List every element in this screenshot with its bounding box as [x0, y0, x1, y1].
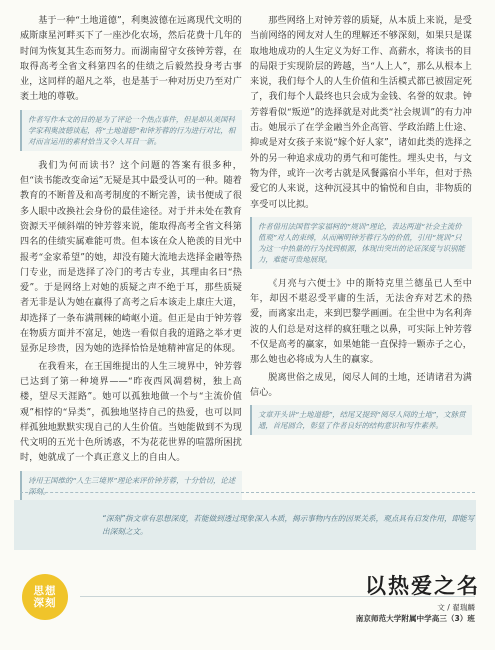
margin-comment: 诗用王国维的“人生三境界”理论来评价钟芳蓉，十分恰切，论述深刻。: [20, 471, 242, 501]
author-school: 南京师范大学附属中学高三（3）班: [355, 614, 475, 623]
paragraph: 那些网络上对钟芳蓉的质疑，从本质上来说，是受当前网络的网友对人生的理解还不够深刻，如果只是谋取地地成功的人生定义为好工作、高薪水，将读书的目的局限于实现阶层的跨越，当“人上人”，那么从根本上来说，我们每个人的人生价值和生活模式都已被固定死了，我们每个人最终也只会成为金钱、名誉的奴隶。钟芳蓉看似“叛逆”的选择就是对此类“社会规训”的有力冲击。她展示了在学金融当外企高管、学政治踏上仕途、抑或是对女孩子来说“嫁个好人家”，诸如此类的选择之外的另一种追求成功的勇气和可能性。埋头史书，与文物为伴，或许一次考古就是风餐露宿小半年，但对于热爱它的人来说，这种沉浸其中的愉悦和自由，非物质的享受可以比拟。: [250, 16, 472, 210]
definition-text: “深刻”指文章有思想深度，若能做到透过现象深入本质，揭示事物内在的因果关系，观点具有启发作用，即能写出深刻之文。: [102, 514, 475, 536]
paragraph: 脱离世俗之成见，阅尽人间的土地，还请诸君为满信心。: [250, 372, 472, 398]
paragraph: 基于一种“土地道德”，利奥波德在远离现代文明的威斯康星河畔买下了一座沙化农场，然后花费十几年的时间为恢复其生态而努力。而湖南留守女孩钟芳蓉，在取得高考全省文科第四名的佳绩之后毅然投身考古事业，这同样的超凡之举，也是基于一种对历史乃至对广袤土地的尊敬。: [20, 16, 242, 103]
byline: [280, 602, 475, 624]
margin-comment: 文章开头讲“土地道德”，结尾又提到“阅尽人间的土地”，文脉贯通，首尾圆合，彰显了作者良好的结构意识和写作素养。: [250, 405, 472, 435]
article-title: 以热爱之名: [365, 574, 480, 598]
definition-box: [14, 500, 476, 550]
margin-comment: 作者写作本文的目的是为了评论一个热点事件，但是却从美国科学家利奥波德谈起，将“土地道德”和钟芳蓉的行为进行对比，相对而言运用的素材恰当又令人耳目一新。: [20, 110, 242, 151]
author-name: 文 / 翟瑞麟: [437, 603, 475, 612]
left-column: [20, 14, 242, 509]
paragraph: 我们为何而读书？这个问题的答案有很多种，但“读书能改变命运”无疑是其中最受认可的一种。随着教育的不断普及和高考制度的不断完善，读书便成了很多人眼中改换社会身份的最佳途径。对于并未处在教育资源天平倾斜端的钟芳蓉来说，能取得高考全省文科第四名的佳绩实属难能可贵。但本该在众人艳羡的目光中报考“金家希望”的她，却没有随大流地去选择金融等热门专业，而是选择了冷门的考古专业，其理由名曰“热爱”。于是网络上对她的质疑之声不绝于耳，那些质疑者无非是认为她在赢得了高考之后本该走上康庄大道，却选择了一条布满荆棘的崎岖小道。但正是由于钟芳蓉在物质方面并不富足，她选一看似自我的道路之举才更显弥足珍贵，因为她的选择恰恰是她精神富足的体现。: [20, 160, 242, 355]
section-divider: [20, 492, 475, 493]
category-badge: [22, 574, 68, 620]
margin-comment: 作者借用法国哲学家福柯的“规训”理论，表达两道“社会主流价值观”对人的束缚，从而阐明钟芳蓉行为的价值，引用“规训”只为这一中热量的行为找到根源，体现出突出的论证深度与识别能力，难能可贵地展现。: [250, 217, 472, 269]
paragraph: 《月亮与六便士》中的斯特克里兰德虽已人至中年，却因不堪忍受平庸的生活，无法舍弃对艺术的热爱，而离家出走，来到巴黎学画画。在尘世中为名利奔波的人们总是对这样的疯狂嗤之以鼻，可实际上钟芳蓉不仅是高考的赢家，如果她能一直保持一颗赤子之心，那么她也必将成为人生的赢家。: [250, 278, 472, 366]
badge-line-2: 深刻: [33, 597, 57, 609]
badge-line-1: 思想: [33, 585, 57, 597]
paragraph: 在我看来，在王国维提出的人生三境界中，钟芳蓉已达到了第一种境界——“昨夜西风凋碧树，独上高楼，望尽天涯路”。她可以孤独地做一个与“主流价值观”相悖的“异类”，孤独地坚持自己的热爱，也可以同样孤独地默默实现自己的人生价值。当她能做到不为现代文明的五光十色所诱惑，不为花花世界的喧嚣所困扰时，她就成了一个真正意义上的自由人。: [20, 361, 242, 464]
right-column: [250, 14, 472, 443]
